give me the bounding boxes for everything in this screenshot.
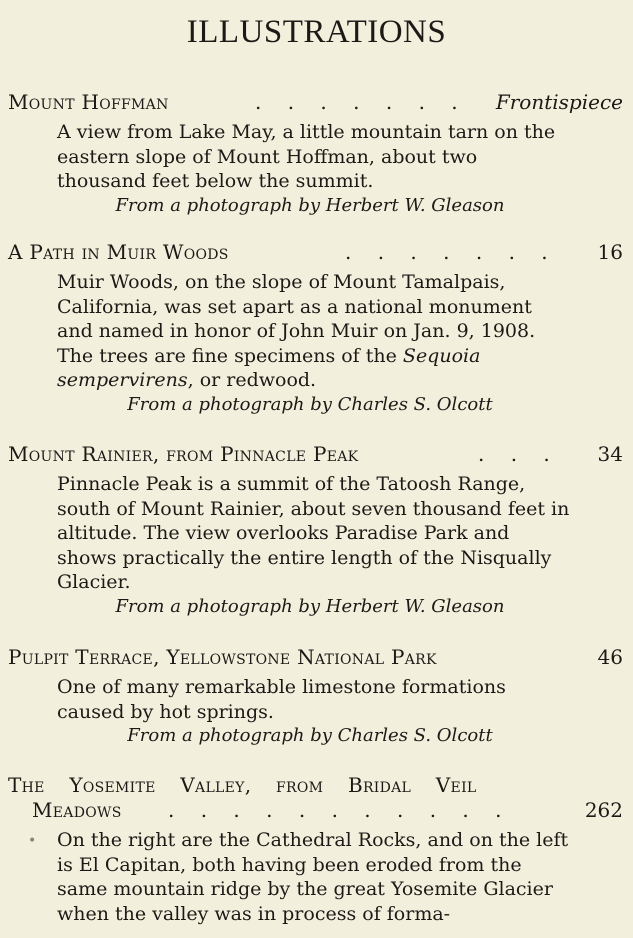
illustration-entry xyxy=(0,240,633,417)
leader-dots: . . . xyxy=(478,442,560,466)
entry-heading xyxy=(0,773,633,798)
entry-page: 16 xyxy=(597,240,623,264)
entry-credit: From a photograph by Charles S. Olcott xyxy=(127,725,493,746)
entry-page: 34 xyxy=(597,442,623,466)
entry-heading-continued xyxy=(0,798,633,828)
entry-title: Pulpit Terrace, Yellowstone National Park xyxy=(8,645,437,669)
entry-description: Pinnacle Peak is a summit of the Tatoosh Range, south of Mount Rainier, about seven thousand feet in altitude. The view overlooks Paradise Park and shows practically the entire length of the Nisqually Glacier. xyxy=(57,473,570,593)
leader-dots: . . . . . . . xyxy=(255,90,468,114)
entry-description xyxy=(57,270,572,393)
entry-description: One of many remarkable limestone formations caused by hot springs. xyxy=(57,676,506,723)
description-text: Muir Woods, on the slope of Mount Tamalpais, California, was set apart as a national monument and named in honor of John Muir on Jan. 9, 1908. The trees are fine specimens of the xyxy=(57,271,536,367)
entry-heading xyxy=(0,90,633,120)
illustration-entry xyxy=(0,90,633,218)
entry-description: A view from Lake May, a little mountain tarn on the eastern slope of Mount Hoffman, about two thousand feet below the summit. xyxy=(57,121,556,192)
description-species: Sequoia sempervirens xyxy=(57,344,481,391)
entry-description: On the right are the Cathedral Rocks, and on the left is El Capitan, both having been eroded from the same mountain ridge by the great Yosemite Glacier when the valley was in process of forma- xyxy=(57,829,569,925)
page-title: ILLUSTRATIONS xyxy=(186,14,447,50)
entry-credit: From a photograph by Charles S. Olcott xyxy=(127,393,493,415)
ink-speck: • xyxy=(28,833,37,849)
entry-credit: From a photograph by Herbert W. Gleason xyxy=(115,595,505,617)
entry-title-continued: Meadows xyxy=(32,798,122,822)
entry-heading xyxy=(0,645,633,675)
leader-dots: . . . . . . . xyxy=(345,240,558,264)
leader-dots: . . . . . . . . . . . xyxy=(168,798,512,822)
entry-page: Frontispiece xyxy=(495,90,623,114)
entry-title: The Yosemite Valley, from Bridal Veil xyxy=(8,773,477,797)
description-text: , or redwood. xyxy=(187,369,317,391)
entry-title: Mount Rainier, from Pinnacle Peak xyxy=(8,442,359,466)
entry-title: A Path in Muir Woods xyxy=(8,240,229,264)
entry-page: 46 xyxy=(597,645,623,669)
entry-heading xyxy=(0,442,633,472)
entry-title: Mount Hoffman xyxy=(8,90,169,114)
entry-credit: From a photograph by Herbert W. Gleason xyxy=(115,194,505,216)
illustration-entry xyxy=(0,645,633,749)
entry-heading xyxy=(0,240,633,270)
illustration-entry xyxy=(0,773,633,926)
entry-page: 262 xyxy=(584,798,623,822)
illustration-entry xyxy=(0,442,633,619)
